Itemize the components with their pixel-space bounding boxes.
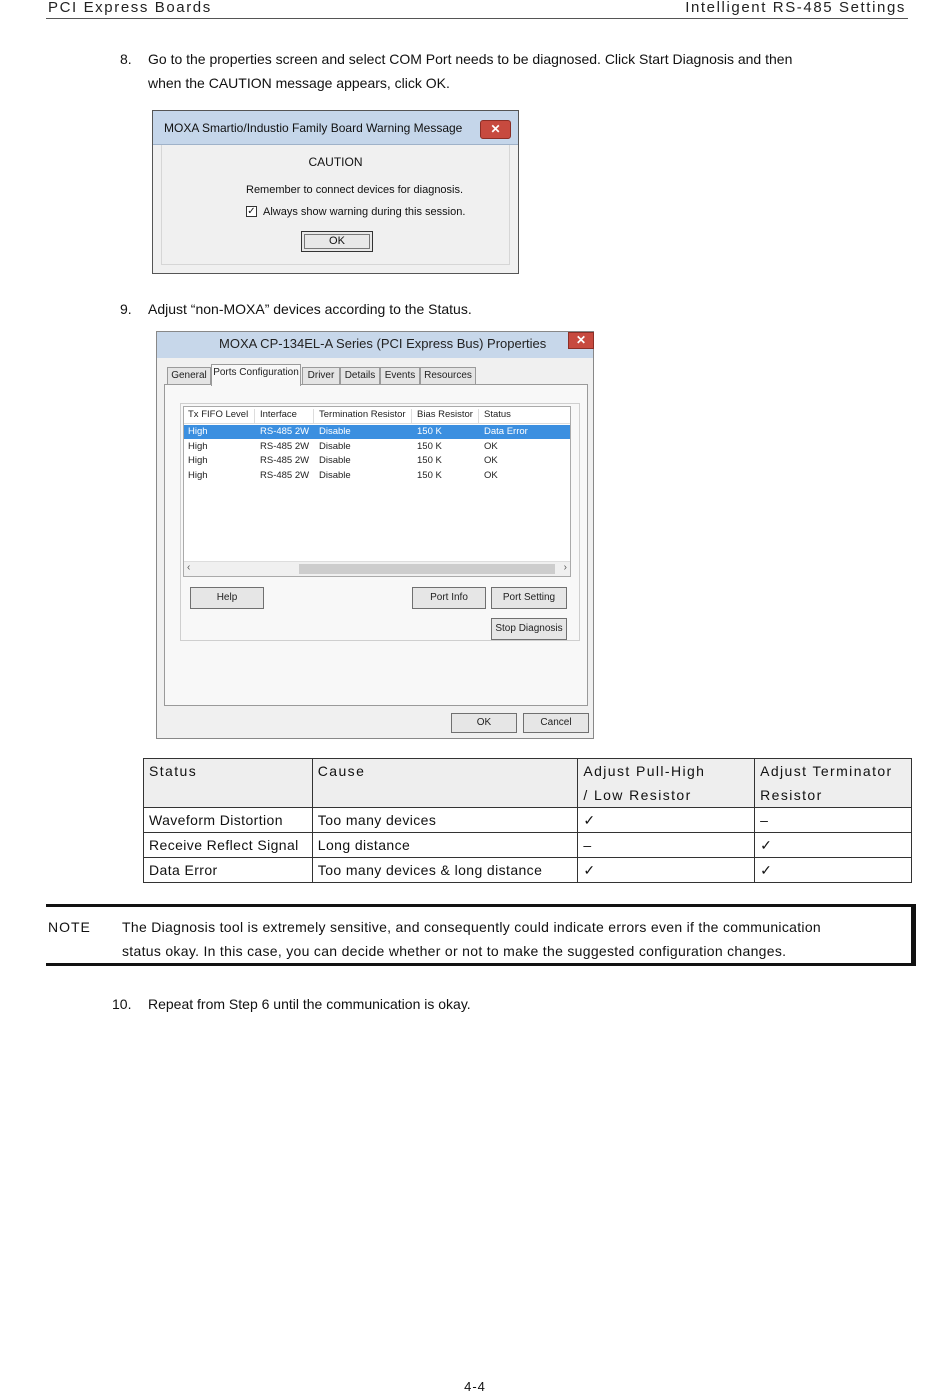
cell-bias: 150 K: [417, 455, 442, 466]
cell-status: OK: [484, 470, 498, 481]
step-8-line1: Go to the properties screen and select COM Port needs to be diagnosed. Click Start Diagnosis and then: [148, 51, 793, 67]
ok-button[interactable]: OK: [451, 713, 517, 733]
note-text: [122, 915, 907, 963]
port-setting-button[interactable]: Port Setting: [491, 587, 567, 609]
cell-fifo: High: [188, 470, 208, 481]
status-table: [143, 758, 912, 883]
step-10: [112, 992, 918, 1016]
note-box: [46, 904, 916, 966]
cell-interface: RS-485 2W: [260, 441, 310, 452]
cell-interface: RS-485 2W: [260, 426, 310, 437]
cell-interface: RS-485 2W: [260, 470, 310, 481]
table-cell: ✓: [755, 833, 912, 858]
close-icon[interactable]: ✕: [568, 332, 594, 349]
port-row-4[interactable]: [184, 469, 570, 483]
cell-termination: Disable: [319, 470, 351, 481]
table-cell: ✓: [578, 808, 755, 833]
column-interface[interactable]: Interface: [256, 409, 314, 423]
table-cell: –: [578, 833, 755, 858]
table-cell: Receive Reflect Signal: [144, 833, 313, 858]
warning-dialog: [152, 110, 519, 274]
tab-general[interactable]: General: [167, 367, 211, 385]
warning-dialog-title: MOXA Smartio/Industio Family Board Warning Message: [164, 121, 463, 135]
header-pull-high-line2: / Low Resistor: [583, 787, 692, 803]
properties-dialog: [156, 331, 594, 739]
tab-details[interactable]: Details: [340, 367, 380, 385]
cell-termination: Disable: [319, 441, 351, 452]
cancel-button[interactable]: Cancel: [523, 713, 589, 733]
step-8: [120, 47, 918, 95]
column-termination-resistor[interactable]: Termination Resistor: [315, 409, 412, 423]
scroll-right-icon[interactable]: ›: [563, 562, 567, 573]
cell-fifo: High: [188, 426, 208, 437]
cell-fifo: High: [188, 441, 208, 452]
warning-dialog-titlebar: [153, 111, 518, 145]
step-9: [120, 297, 918, 321]
cell-interface: RS-485 2W: [260, 455, 310, 466]
table-cell: Too many devices & long distance: [312, 858, 578, 883]
cell-termination: Disable: [319, 426, 351, 437]
cell-bias: 150 K: [417, 426, 442, 437]
column-status[interactable]: Status: [484, 409, 511, 420]
cell-status: OK: [484, 441, 498, 452]
header-cause: Cause: [312, 759, 578, 808]
tab-ports-configuration[interactable]: Ports Configuration: [211, 364, 301, 386]
cell-status: OK: [484, 455, 498, 466]
cell-fifo: High: [188, 455, 208, 466]
note-label: NOTE: [48, 919, 91, 935]
note-line2: status okay. In this case, you can decide whether or not to make the suggested configuration changes.: [122, 943, 787, 959]
stop-diagnosis-button[interactable]: Stop Diagnosis: [491, 618, 567, 640]
ports-list[interactable]: [183, 406, 571, 577]
cell-status: Data Error: [484, 426, 528, 437]
table-row: [144, 833, 912, 858]
properties-dialog-title: MOXA CP-134EL-A Series (PCI Express Bus) Properties: [219, 336, 547, 351]
cell-bias: 150 K: [417, 470, 442, 481]
horizontal-scrollbar[interactable]: [184, 561, 570, 576]
step-8-line2: when the CAUTION message appears, click OK.: [148, 75, 450, 91]
header-pull-high: [578, 759, 755, 808]
status-table-header: [144, 759, 912, 808]
cell-termination: Disable: [319, 455, 351, 466]
ports-list-header: [184, 407, 570, 424]
page-number: 4-4: [464, 1379, 486, 1394]
table-cell: –: [755, 808, 912, 833]
always-show-checkbox-label: Always show warning during this session.: [263, 206, 466, 218]
step-9-text: Adjust “non-MOXA” devices according to the Status.: [148, 301, 472, 317]
warning-message: Remember to connect devices for diagnosis.: [246, 184, 464, 196]
page-header: [46, 0, 908, 19]
ports-configuration-panel: [164, 384, 588, 706]
table-cell: Waveform Distortion: [144, 808, 313, 833]
tab-events[interactable]: Events: [380, 367, 420, 385]
port-row-3[interactable]: [184, 454, 570, 468]
warning-ok-button[interactable]: OK: [301, 231, 373, 252]
step-10-number: 10.: [112, 996, 132, 1012]
port-row-1[interactable]: [184, 425, 570, 439]
tab-resources[interactable]: Resources: [420, 367, 476, 385]
header-terminator-line2: Resistor: [760, 787, 823, 803]
table-row: [144, 808, 912, 833]
header-status: Status: [144, 759, 313, 808]
scrollbar-thumb[interactable]: [299, 564, 555, 574]
step-9-number: 9.: [120, 301, 132, 317]
header-terminator: [755, 759, 912, 808]
step-10-text: Repeat from Step 6 until the communication is okay.: [148, 996, 471, 1012]
help-button[interactable]: Help: [190, 587, 264, 609]
table-cell: Too many devices: [312, 808, 578, 833]
port-row-2[interactable]: [184, 440, 570, 454]
header-left: PCI Express Boards: [48, 0, 212, 16]
table-row: [144, 858, 912, 883]
caution-heading: CAUTION: [308, 155, 363, 169]
header-pull-high-line1: Adjust Pull-High: [583, 763, 706, 779]
column-bias-resistor[interactable]: Bias Resistor: [413, 409, 479, 423]
header-right: Intelligent RS-485 Settings: [685, 0, 906, 16]
table-cell: ✓: [578, 858, 755, 883]
tab-driver[interactable]: Driver: [302, 367, 340, 385]
close-icon[interactable]: ✕: [480, 120, 511, 139]
header-terminator-line1: Adjust Terminator: [760, 763, 893, 779]
table-cell: ✓: [755, 858, 912, 883]
step-8-number: 8.: [120, 51, 132, 67]
table-cell: Long distance: [312, 833, 578, 858]
always-show-checkbox[interactable]: ✓: [247, 206, 256, 217]
port-info-button[interactable]: Port Info: [412, 587, 486, 609]
note-line1: The Diagnosis tool is extremely sensitive, and consequently could indicate errors even if the communication: [122, 919, 821, 935]
properties-dialog-titlebar: [157, 332, 593, 358]
cell-bias: 150 K: [417, 441, 442, 452]
column-tx-fifo-level[interactable]: Tx FIFO Level: [184, 409, 255, 423]
scroll-left-icon[interactable]: ‹: [187, 562, 191, 573]
table-cell: Data Error: [144, 858, 313, 883]
